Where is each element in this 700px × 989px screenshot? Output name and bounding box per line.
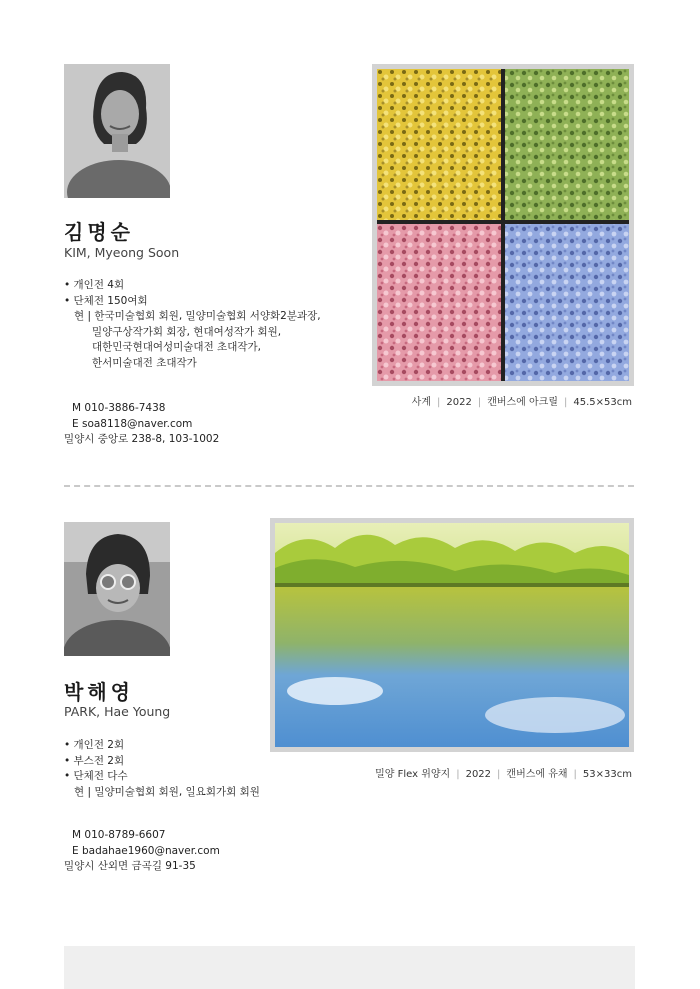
artwork-medium: 캔버스에 아크릴 <box>487 397 559 408</box>
phone-number: M 010-3886-7438 <box>72 402 166 414</box>
current-position: 현 | 밀양미술협회 회원, 일요회가회 회원 <box>74 785 260 798</box>
career-item: • 단체전 다수 <box>64 770 128 782</box>
artwork-year: 2022 <box>465 769 492 780</box>
artwork-image-four-seasons <box>372 64 634 386</box>
phone-number: M 010-8789-6607 <box>72 829 166 841</box>
email-address: E badahae1960@naver.com <box>72 844 220 857</box>
career-item: • 부스전 2회 <box>64 754 125 767</box>
artwork-size: 45.5×53cm <box>573 397 632 408</box>
artist-career-list <box>64 278 354 371</box>
email-address: E soa8118@naver.com <box>72 417 193 430</box>
postal-address: 밀양시 산외면 금곡길 91-35 <box>64 860 196 872</box>
artist-name-korean: 박해영 <box>64 680 134 704</box>
artist-name-english: KIM, Myeong Soon <box>64 245 180 260</box>
artwork-medium: 캔버스에 유채 <box>506 769 568 780</box>
artwork-image-lake <box>270 518 634 752</box>
postal-address: 밀양시 중앙로 238-8, 103-1002 <box>64 433 220 445</box>
artist-contact <box>64 828 220 875</box>
artwork-size: 53×33cm <box>582 769 632 780</box>
career-item: • 개인전 4회 <box>64 279 125 291</box>
career-item: • 개인전 2회 <box>64 739 125 751</box>
current-position: 현 | 한국미술협회 회원, 밀양미술협회 서양화2분과장, <box>74 310 321 322</box>
current-position-line: 한서미술대전 초대작가 <box>92 356 197 369</box>
artwork-title: 사계 <box>411 397 431 408</box>
artist-photo-kim <box>64 64 170 198</box>
artist-name-korean: 김명순 <box>64 220 134 244</box>
current-position-line: 밀양구상작가회 회장, 현대여성작가 회원, <box>92 325 282 338</box>
artist-contact <box>64 401 219 448</box>
artwork-title: 밀양 Flex 위양지 <box>375 769 451 780</box>
artist-name-english: PARK, Hae Young <box>64 704 171 719</box>
artwork-year: 2022 <box>446 397 472 408</box>
artist-photo-park <box>64 522 170 656</box>
career-item: • 단체전 150여회 <box>64 294 148 307</box>
artwork-caption: 밀양 Flex 위양지 | 2022 | 캔버스에 유채 | 53×33cm <box>375 769 632 780</box>
current-position-line: 대한민국현대여성미술대전 초대작가, <box>92 341 261 353</box>
artwork-caption: 사계 | 2022 | 캔버스에 아크릴 | 45.5×53cm <box>411 397 632 408</box>
section-divider <box>64 485 634 487</box>
footer-band <box>64 946 635 989</box>
